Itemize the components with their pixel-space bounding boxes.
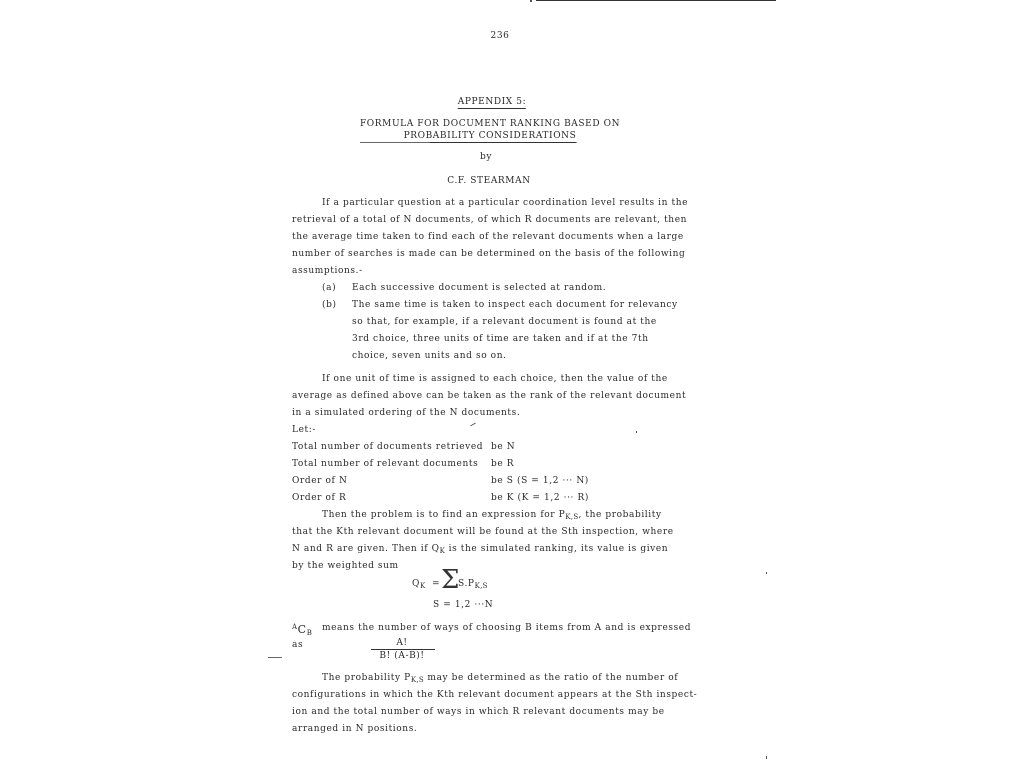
definition-left: Total number of relevant documents <box>292 459 479 469</box>
assumption-b-label: (b) <box>322 300 337 310</box>
assumption-b-line: choice, seven units and so on. <box>352 351 507 361</box>
superscript: A <box>292 623 298 631</box>
subscript: B <box>306 629 313 637</box>
problem-line <box>292 544 668 557</box>
para3-line: configurations in which the Kth relevant document appears at the Sth inspect- <box>292 690 698 700</box>
para3-line: ion and the total number of ways in which R relevant documents may be <box>292 707 665 717</box>
formula-equals: = <box>432 579 441 589</box>
by-label: by <box>479 152 493 162</box>
problem-text: is the simulated ranking, its value is given <box>445 544 669 554</box>
subscript: K,S <box>410 676 424 684</box>
assumption-a-text: Each successive document is selected at random. <box>352 283 607 293</box>
let-label: Let:- <box>292 425 316 435</box>
para2-line: If one unit of time is assigned to each choice, then the value of the <box>322 374 668 384</box>
assumption-a-label: (a) <box>322 283 337 293</box>
fraction-numerator: A! <box>396 638 408 648</box>
para3-text: may be determined as the ratio of the number of <box>423 673 679 683</box>
definition-left: Order of N <box>292 476 348 486</box>
assumption-b-line: so that, for example, if a relevant document is found at the <box>352 317 657 327</box>
definition-left: Order of R <box>292 493 347 503</box>
combination-text: means the number of ways of choosing B items from A and is expressed <box>322 623 692 633</box>
author-name: C.F. STEARMAN <box>447 176 531 186</box>
scan-edge-line <box>536 0 776 1</box>
intro-line: If a particular question at a particular coordination level results in the <box>322 198 689 208</box>
assumption-b-line: The same time is taken to inspect each document for relevancy <box>352 300 678 310</box>
formula-q: Q <box>412 579 420 589</box>
definition-left: Total number of documents retrieved <box>292 442 484 452</box>
subscript: K <box>419 582 426 590</box>
formula-sp: S.P <box>458 579 475 589</box>
problem-text: , the probability <box>578 510 662 520</box>
combination-c: C <box>297 623 307 636</box>
fraction-bar <box>371 649 435 650</box>
para3-text: The probability P <box>322 673 411 683</box>
ink-speck <box>766 756 767 759</box>
para3-line: arranged in N positions. <box>292 724 418 734</box>
problem-line: that the Kth relevant document will be found at the Sth inspection, where <box>292 527 674 537</box>
definition-right: be S (S = 1,2 ··· N) <box>491 476 589 486</box>
summation-symbol: Σ <box>441 565 460 595</box>
para2-line: average as defined above can be taken as the rank of the relevant document <box>292 391 687 401</box>
title-underline-extension <box>360 142 430 143</box>
appendix-label: APPENDIX 5: <box>457 97 527 107</box>
problem-text: Then the problem is to find an expression for P <box>322 510 566 520</box>
assumption-b-line: 3rd choice, three units of time are taken and if at the 7th <box>352 334 649 344</box>
subscript: K,S <box>474 582 488 590</box>
fraction-denominator: B! (A-B)! <box>379 651 425 661</box>
formula-term <box>458 579 488 592</box>
formula-lhs <box>412 579 426 592</box>
definition-right: be R <box>491 459 515 469</box>
problem-line: by the weighted sum <box>292 561 399 571</box>
intro-line: retrieval of a total of N documents, of which R documents are relevant, then <box>292 215 688 225</box>
combination-symbol <box>292 622 312 639</box>
definition-right: be N <box>491 442 516 452</box>
definition-right: be K (K = 1,2 ··· R) <box>491 493 589 503</box>
scan-mark <box>530 0 532 2</box>
problem-text: N and R are given. Then if Q <box>292 544 440 554</box>
appendix-title-line2: PROBABILITY CONSIDERATIONS <box>403 131 577 141</box>
combination-as: as <box>292 640 304 650</box>
subscript: K,S <box>565 513 579 521</box>
ink-speck <box>636 431 637 433</box>
subscript: K <box>439 547 446 555</box>
ink-mark <box>470 423 476 427</box>
page-number: 236 <box>490 31 510 41</box>
summation-range: S = 1,2 ···N <box>433 600 494 610</box>
appendix-title-line1: FORMULA FOR DOCUMENT RANKING BASED ON <box>359 119 621 129</box>
para2-line: in a simulated ordering of the N documents. <box>292 408 521 418</box>
intro-line: number of searches is made can be determined on the basis of the following <box>292 249 686 259</box>
ink-speck <box>766 572 767 574</box>
problem-line <box>322 510 662 523</box>
intro-line: assumptions.- <box>292 266 363 276</box>
margin-mark <box>268 657 282 658</box>
intro-line: the average time taken to find each of the relevant documents when a large <box>292 232 684 242</box>
para3-line <box>322 673 678 686</box>
